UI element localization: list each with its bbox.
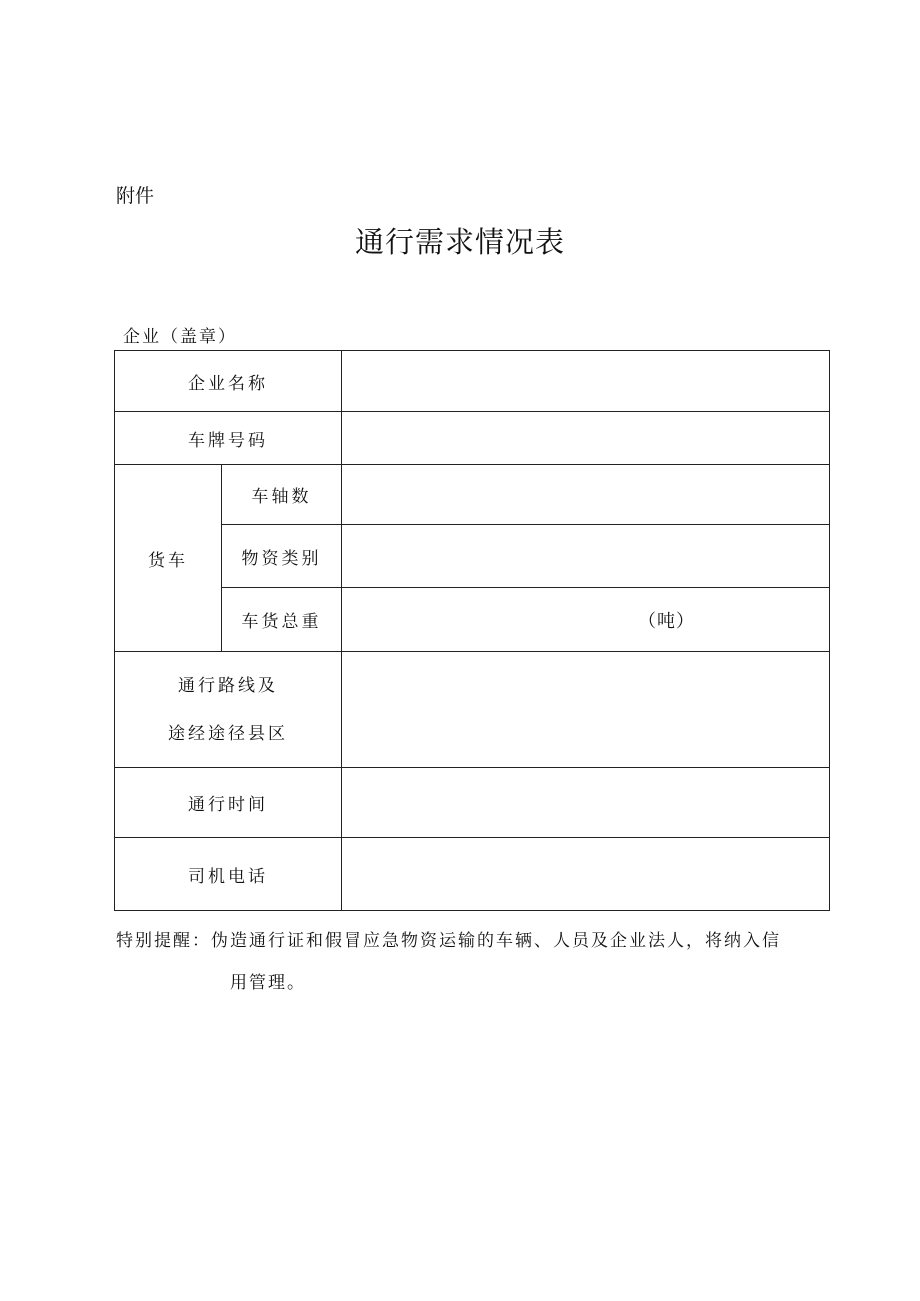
route-label-line2: 途经途径县区: [168, 723, 288, 744]
plate-number-field[interactable]: [342, 412, 830, 465]
company-name-field[interactable]: [342, 351, 830, 412]
axle-count-label: 车轴数: [222, 465, 342, 525]
route-label-line1: 通行路线及: [178, 675, 278, 696]
cargo-type-field[interactable]: [342, 525, 830, 588]
row-company-name: [115, 351, 830, 412]
page-title: 通行需求情况表: [354, 225, 565, 259]
company-name-label: 企业名称: [115, 351, 342, 412]
row-total-weight: [115, 588, 830, 652]
row-driver-phone: [115, 838, 830, 911]
row-axle-count: [115, 465, 830, 525]
cargo-type-label: 物资类别: [222, 525, 342, 588]
traffic-request-form: [114, 350, 830, 911]
time-field[interactable]: [342, 768, 830, 838]
total-weight-label: 车货总重: [222, 588, 342, 652]
row-time: [115, 768, 830, 838]
time-label: 通行时间: [115, 768, 342, 838]
row-plate-number: [115, 412, 830, 465]
special-reminder-note-continued: 用管理。: [230, 973, 306, 993]
plate-number-label: 车牌号码: [115, 412, 342, 465]
route-field[interactable]: [342, 652, 830, 768]
driver-phone-field[interactable]: [342, 838, 830, 911]
attachment-label: 附件: [116, 185, 155, 207]
row-cargo-type: [115, 525, 830, 588]
total-weight-field[interactable]: [342, 588, 830, 652]
route-label: [115, 652, 342, 768]
driver-phone-label: 司机电话: [115, 838, 342, 911]
special-reminder-note: 特别提醒：伪造通行证和假冒应急物资运输的车辆、人员及企业法人，将纳入信: [116, 931, 781, 951]
axle-count-field[interactable]: [342, 465, 830, 525]
truck-label: 货车: [115, 465, 222, 652]
row-route: [115, 652, 830, 768]
company-stamp-label: 企业（盖章）: [123, 327, 237, 347]
weight-unit: （吨）: [638, 610, 695, 632]
